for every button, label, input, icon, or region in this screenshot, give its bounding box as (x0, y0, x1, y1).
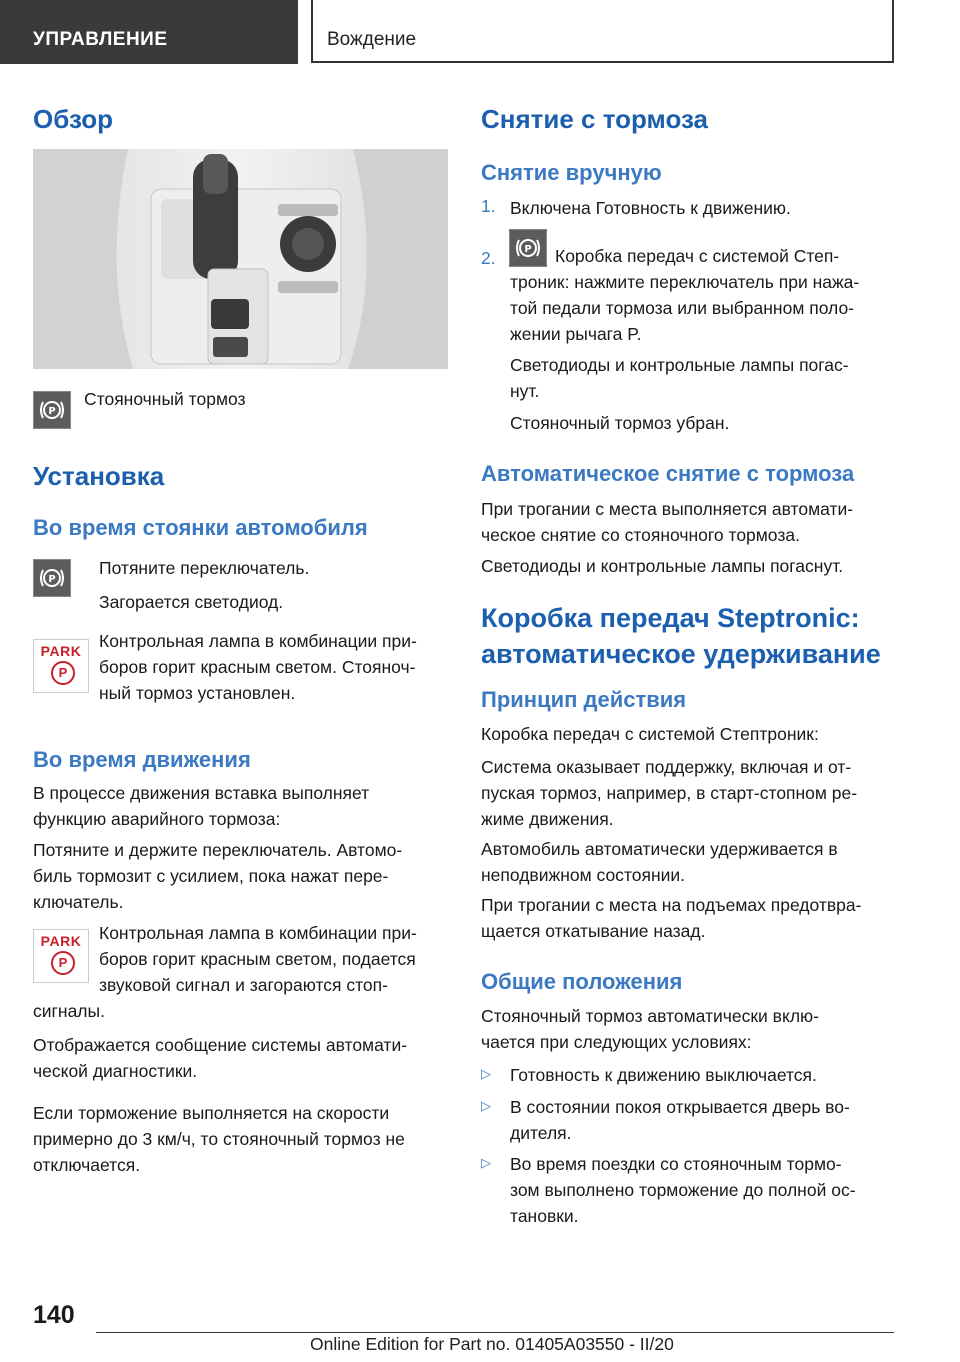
driving-paragraph-2: Потяните и держите переключатель. Автомо- биль тормозит с усилием, пока нажат пере- ключатель. (33, 840, 403, 912)
bullet-item-3: Во время поездки со стояночным тормо- зом выполнено торможение до полной ос- тановки. (510, 1154, 856, 1226)
step-2-number: 2. (481, 248, 496, 268)
svg-text:P: P (48, 406, 56, 417)
bullet-item-1: Готовность к движению выключается. (510, 1065, 817, 1085)
driving-paragraph-1: В процессе движения вставка выполняет функцию аварийного тормоза: (33, 783, 370, 829)
principle-paragraph-2: Система оказывает поддержку, включая и от- пуская тормоз, например, в старт-стопном ре- жиме движения. (481, 757, 858, 829)
led-on-text: Загорается светодиод. (99, 592, 284, 612)
signals-text: сигналы. (33, 1001, 105, 1021)
step-2-text: Коробка передач с системой Степ- троник: нажмите переключатель при нажа- той педали тормоза или выбранном поло- жении рычага P. (510, 246, 860, 344)
step-2-leds: Светодиоды и контрольные лампы погас- нут. (510, 355, 849, 401)
diagnostic-paragraph: Отображается сообщение системы автомати- ческой диагностики. (33, 1035, 408, 1081)
auto-release-paragraph-1: При трогании с места выполняется автомати- ческое снятие со стояночного тормоза. (481, 499, 854, 545)
setting-title: Установка (33, 461, 165, 491)
footer-divider (96, 1332, 894, 1333)
footer-edition: Online Edition for Part no. 01405A03550 - II/20 (310, 1334, 674, 1354)
driving-title: Во время движения (33, 747, 251, 772)
parking-brake-caption: Стояночный тормоз (84, 389, 246, 409)
park-warning-icon: PARK P (33, 639, 89, 693)
general-paragraph-1: Стояночный тормоз автоматически вклю- чается при следующих условиях: (481, 1006, 819, 1052)
step-2-done: Стояночный тормоз убран. (510, 413, 730, 433)
header-chapter (311, 0, 894, 63)
park-text-2: Контрольная лампа в комбинации при- боров горит красным светом, подается звуковой сигнал и загораются стоп- (99, 923, 417, 995)
step-1-number: 1. (481, 196, 496, 216)
release-title: Снятие с тормоза (481, 104, 709, 134)
manual-title: Снятие вручную (481, 160, 662, 185)
principle-title: Принцип действия (481, 687, 687, 712)
console-photo (33, 149, 448, 369)
bullet-marker: ▷ (481, 1098, 491, 1113)
parked-title: Во время стоянки автомобиля (33, 515, 368, 540)
general-title: Общие положения (481, 969, 683, 994)
svg-text:P: P (524, 244, 532, 255)
auto-release-paragraph-2: Светодиоды и контрольные лампы погаснут. (481, 556, 844, 576)
pull-switch-text: Потяните переключатель. (99, 558, 310, 578)
auto-release-title: Автоматическое снятие с тормоза (481, 461, 855, 486)
park-text-1: Контрольная лампа в комбинации при- боров горит красным светом. Стояноч- ный тормоз установлен. (99, 631, 417, 703)
bullet-marker: ▷ (481, 1066, 491, 1081)
principle-paragraph-1: Коробка передач с системой Стептроник: (481, 724, 819, 744)
step-1-text: Включена Готовность к движению. (510, 198, 791, 218)
bullet-item-2: В состоянии покоя открывается дверь во- дителя. (510, 1097, 850, 1143)
svg-text:P: P (48, 574, 56, 585)
park-warning-icon-2: PARK P (33, 929, 89, 983)
parking-brake-icon (33, 391, 71, 429)
speed-paragraph: Если торможение выполняется на скорости примерно до 3 км/ч, то стояночный тормоз не отключается. (33, 1103, 405, 1175)
bullet-marker: ▷ (481, 1155, 491, 1170)
steptronic-title: Коробка передач Steptronic: автоматическое удерживание (481, 603, 881, 669)
principle-paragraph-4: При трогании с места на подъемах предотвра- щается откатывание назад. (481, 895, 862, 941)
header-section (0, 0, 298, 64)
overview-title: Обзор (33, 104, 113, 134)
page-number: 140 (33, 1301, 75, 1329)
parking-brake-switch-icon (33, 559, 71, 597)
header-chapter-label: Вождение (327, 29, 417, 50)
header-section-label: УПРАВЛЕНИЕ (33, 29, 168, 50)
principle-paragraph-3: Автомобиль автоматически удерживается в неподвижном состоянии. (481, 839, 838, 885)
